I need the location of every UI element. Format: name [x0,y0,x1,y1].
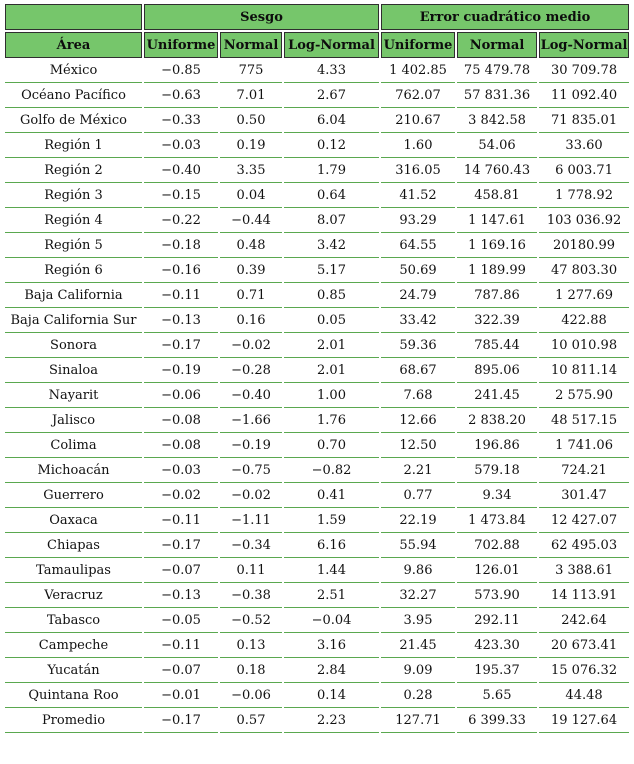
area-cell: Chiapas [5,533,142,558]
ecm-normal-cell: 14 760.43 [457,158,537,183]
table-row [5,408,629,433]
sesgo-lognormal-cell: 0.70 [284,433,379,458]
ecm-lognormal-cell: 14 113.91 [539,583,629,608]
sesgo-lognormal-cell: 4.33 [284,58,379,83]
sesgo-normal-cell: −0.34 [220,533,282,558]
ecm-uniforme-cell: 32.27 [381,583,455,608]
sesgo-lognormal-cell: −0.82 [284,458,379,483]
sesgo-lognormal-cell: 2.84 [284,658,379,683]
column-header-ecm-normal: Normal [457,32,537,58]
ecm-uniforme-cell: 22.19 [381,508,455,533]
ecm-lognormal-cell: 103 036.92 [539,208,629,233]
sesgo-lognormal-cell: 1.00 [284,383,379,408]
area-cell: Oaxaca [5,508,142,533]
area-cell: Región 5 [5,233,142,258]
ecm-lognormal-cell: 71 835.01 [539,108,629,133]
sesgo-uniforme-cell: −0.40 [144,158,218,183]
ecm-lognormal-cell: 15 076.32 [539,658,629,683]
table-row [5,683,629,708]
area-cell: Nayarit [5,383,142,408]
sesgo-normal-cell: −0.19 [220,433,282,458]
sesgo-normal-cell: 0.50 [220,108,282,133]
ecm-lognormal-cell: 12 427.07 [539,508,629,533]
table-row [5,708,629,733]
sesgo-lognormal-cell: 2.23 [284,708,379,733]
ecm-uniforme-cell: 21.45 [381,633,455,658]
ecm-uniforme-cell: 55.94 [381,533,455,558]
sesgo-uniforme-cell: −0.16 [144,258,218,283]
ecm-lognormal-cell: 20 673.41 [539,633,629,658]
ecm-uniforme-cell: 12.50 [381,433,455,458]
table-row [5,633,629,658]
ecm-normal-cell: 702.88 [457,533,537,558]
table-row [5,158,629,183]
ecm-lognormal-cell: 48 517.15 [539,408,629,433]
area-cell: Región 3 [5,183,142,208]
ecm-lognormal-cell: 422.88 [539,308,629,333]
sesgo-lognormal-cell: 8.07 [284,208,379,233]
sesgo-uniforme-cell: −0.07 [144,658,218,683]
area-cell: Sonora [5,333,142,358]
ecm-lognormal-cell: 19 127.64 [539,708,629,733]
sesgo-normal-cell: 0.18 [220,658,282,683]
ecm-lognormal-cell: 1 741.06 [539,433,629,458]
sesgo-lognormal-cell: 2.67 [284,83,379,108]
area-cell: Sinaloa [5,358,142,383]
ecm-normal-cell: 75 479.78 [457,58,537,83]
sesgo-lognormal-cell: 2.01 [284,358,379,383]
ecm-lognormal-cell: 242.64 [539,608,629,633]
sesgo-uniforme-cell: −0.06 [144,383,218,408]
ecm-normal-cell: 3 842.58 [457,108,537,133]
ecm-lognormal-cell: 10 811.14 [539,358,629,383]
column-header-ecm-uniforme: Uniforme [381,32,455,58]
area-cell: Tabasco [5,608,142,633]
sesgo-lognormal-cell: 6.16 [284,533,379,558]
ecm-normal-cell: 579.18 [457,458,537,483]
ecm-normal-cell: 895.06 [457,358,537,383]
sesgo-normal-cell: −0.40 [220,383,282,408]
ecm-normal-cell: 787.86 [457,283,537,308]
area-cell: Región 2 [5,158,142,183]
table-row [5,508,629,533]
sesgo-lognormal-cell: 1.59 [284,508,379,533]
sesgo-uniforme-cell: −0.85 [144,58,218,83]
sesgo-lognormal-cell: −0.04 [284,608,379,633]
sesgo-uniforme-cell: −0.01 [144,683,218,708]
sesgo-uniforme-cell: −0.13 [144,583,218,608]
ecm-normal-cell: 785.44 [457,333,537,358]
ecm-normal-cell: 1 147.61 [457,208,537,233]
sesgo-uniforme-cell: −0.02 [144,483,218,508]
ecm-uniforme-cell: 7.68 [381,383,455,408]
sesgo-uniforme-cell: −0.17 [144,708,218,733]
group-header-row [5,4,629,30]
column-header-row [5,32,629,58]
ecm-uniforme-cell: 0.28 [381,683,455,708]
table-row [5,658,629,683]
table-row [5,183,629,208]
sesgo-uniforme-cell: −0.03 [144,133,218,158]
area-cell: Golfo de México [5,108,142,133]
ecm-uniforme-cell: 210.67 [381,108,455,133]
area-cell: Guerrero [5,483,142,508]
sesgo-normal-cell: −0.75 [220,458,282,483]
sesgo-lognormal-cell: 0.14 [284,683,379,708]
stats-table [3,4,631,733]
ecm-lognormal-cell: 1 778.92 [539,183,629,208]
column-header-sesgo-lognormal: Log-Normal [284,32,379,58]
table-row [5,258,629,283]
ecm-lognormal-cell: 20180.99 [539,233,629,258]
sesgo-normal-cell: −1.66 [220,408,282,433]
ecm-lognormal-cell: 11 092.40 [539,83,629,108]
ecm-lognormal-cell: 33.60 [539,133,629,158]
ecm-normal-cell: 458.81 [457,183,537,208]
sesgo-lognormal-cell: 0.85 [284,283,379,308]
ecm-normal-cell: 9.34 [457,483,537,508]
sesgo-normal-cell: 0.48 [220,233,282,258]
sesgo-normal-cell: 0.16 [220,308,282,333]
sesgo-uniforme-cell: −0.11 [144,283,218,308]
sesgo-uniforme-cell: −0.22 [144,208,218,233]
sesgo-normal-cell: −0.52 [220,608,282,633]
ecm-normal-cell: 573.90 [457,583,537,608]
sesgo-uniforme-cell: −0.11 [144,508,218,533]
sesgo-normal-cell: −0.38 [220,583,282,608]
area-cell: Colima [5,433,142,458]
ecm-uniforme-cell: 12.66 [381,408,455,433]
ecm-normal-cell: 5.65 [457,683,537,708]
ecm-uniforme-cell: 24.79 [381,283,455,308]
sesgo-lognormal-cell: 0.64 [284,183,379,208]
sesgo-normal-cell: 775 [220,58,282,83]
area-cell: Jalisco [5,408,142,433]
ecm-normal-cell: 126.01 [457,558,537,583]
sesgo-lognormal-cell: 1.44 [284,558,379,583]
ecm-uniforme-cell: 1.60 [381,133,455,158]
sesgo-normal-cell: 7.01 [220,83,282,108]
ecm-uniforme-cell: 316.05 [381,158,455,183]
table-row [5,233,629,258]
ecm-uniforme-cell: 93.29 [381,208,455,233]
table-row [5,333,629,358]
table-row [5,433,629,458]
ecm-normal-cell: 195.37 [457,658,537,683]
area-cell: Veracruz [5,583,142,608]
sesgo-normal-cell: −1.11 [220,508,282,533]
ecm-normal-cell: 1 189.99 [457,258,537,283]
sesgo-normal-cell: 0.19 [220,133,282,158]
sesgo-lognormal-cell: 1.76 [284,408,379,433]
ecm-normal-cell: 241.45 [457,383,537,408]
area-cell: Promedio [5,708,142,733]
column-header-ecm-lognormal: Log-Normal [539,32,629,58]
area-cell: Océano Pacífico [5,83,142,108]
column-header-sesgo-normal: Normal [220,32,282,58]
area-cell: Quintana Roo [5,683,142,708]
sesgo-uniforme-cell: −0.07 [144,558,218,583]
sesgo-normal-cell: 0.04 [220,183,282,208]
ecm-lognormal-cell: 6 003.71 [539,158,629,183]
area-cell: Región 4 [5,208,142,233]
sesgo-lognormal-cell: 3.42 [284,233,379,258]
ecm-uniforme-cell: 50.69 [381,258,455,283]
ecm-lognormal-cell: 10 010.98 [539,333,629,358]
ecm-lognormal-cell: 724.21 [539,458,629,483]
ecm-normal-cell: 423.30 [457,633,537,658]
ecm-lognormal-cell: 62 495.03 [539,533,629,558]
sesgo-uniforme-cell: −0.08 [144,408,218,433]
ecm-uniforme-cell: 0.77 [381,483,455,508]
sesgo-lognormal-cell: 5.17 [284,258,379,283]
area-cell: Tamaulipas [5,558,142,583]
sesgo-normal-cell: 3.35 [220,158,282,183]
sesgo-normal-cell: −0.02 [220,333,282,358]
sesgo-normal-cell: −0.06 [220,683,282,708]
ecm-lognormal-cell: 47 803.30 [539,258,629,283]
sesgo-uniforme-cell: −0.63 [144,83,218,108]
ecm-lognormal-cell: 1 277.69 [539,283,629,308]
area-cell: México [5,58,142,83]
sesgo-uniforme-cell: −0.15 [144,183,218,208]
table-row [5,358,629,383]
table-row [5,383,629,408]
table-row [5,283,629,308]
area-cell: Baja California Sur [5,308,142,333]
sesgo-uniforme-cell: −0.11 [144,633,218,658]
area-cell: Región 6 [5,258,142,283]
ecm-lognormal-cell: 30 709.78 [539,58,629,83]
table-row [5,133,629,158]
area-cell: Baja California [5,283,142,308]
sesgo-uniforme-cell: −0.03 [144,458,218,483]
sesgo-normal-cell: −0.44 [220,208,282,233]
sesgo-normal-cell: 0.11 [220,558,282,583]
sesgo-normal-cell: 0.71 [220,283,282,308]
sesgo-lognormal-cell: 1.79 [284,158,379,183]
area-cell: Región 1 [5,133,142,158]
ecm-normal-cell: 196.86 [457,433,537,458]
sesgo-lognormal-cell: 0.05 [284,308,379,333]
ecm-normal-cell: 6 399.33 [457,708,537,733]
ecm-normal-cell: 322.39 [457,308,537,333]
ecm-normal-cell: 57 831.36 [457,83,537,108]
sesgo-lognormal-cell: 6.04 [284,108,379,133]
sesgo-normal-cell: 0.39 [220,258,282,283]
sesgo-uniforme-cell: −0.05 [144,608,218,633]
ecm-uniforme-cell: 3.95 [381,608,455,633]
table-row [5,208,629,233]
sesgo-normal-cell: 0.13 [220,633,282,658]
table-row [5,458,629,483]
ecm-uniforme-cell: 68.67 [381,358,455,383]
ecm-normal-cell: 54.06 [457,133,537,158]
ecm-uniforme-cell: 41.52 [381,183,455,208]
table-row [5,108,629,133]
table-row [5,58,629,83]
table-row [5,308,629,333]
table-row [5,483,629,508]
sesgo-uniforme-cell: −0.18 [144,233,218,258]
table-row [5,83,629,108]
group-header-sesgo: Sesgo [144,4,379,30]
ecm-uniforme-cell: 762.07 [381,83,455,108]
ecm-lognormal-cell: 3 388.61 [539,558,629,583]
ecm-uniforme-cell: 1 402.85 [381,58,455,83]
area-cell: Yucatán [5,658,142,683]
ecm-normal-cell: 1 169.16 [457,233,537,258]
sesgo-normal-cell: −0.28 [220,358,282,383]
ecm-uniforme-cell: 33.42 [381,308,455,333]
table-row [5,583,629,608]
table-row [5,533,629,558]
area-cell: Campeche [5,633,142,658]
column-header-area: Área [5,32,142,58]
sesgo-normal-cell: −0.02 [220,483,282,508]
ecm-uniforme-cell: 64.55 [381,233,455,258]
sesgo-uniforme-cell: −0.13 [144,308,218,333]
sesgo-lognormal-cell: 3.16 [284,633,379,658]
column-header-sesgo-uniforme: Uniforme [144,32,218,58]
sesgo-lognormal-cell: 0.41 [284,483,379,508]
ecm-uniforme-cell: 9.09 [381,658,455,683]
ecm-uniforme-cell: 2.21 [381,458,455,483]
ecm-lognormal-cell: 301.47 [539,483,629,508]
ecm-lognormal-cell: 44.48 [539,683,629,708]
area-cell: Michoacán [5,458,142,483]
ecm-uniforme-cell: 59.36 [381,333,455,358]
ecm-normal-cell: 2 838.20 [457,408,537,433]
sesgo-normal-cell: 0.57 [220,708,282,733]
table-row [5,558,629,583]
ecm-normal-cell: 1 473.84 [457,508,537,533]
sesgo-lognormal-cell: 2.01 [284,333,379,358]
sesgo-uniforme-cell: −0.08 [144,433,218,458]
ecm-uniforme-cell: 127.71 [381,708,455,733]
group-header-blank [5,4,142,30]
table-row [5,608,629,633]
group-header-ecm: Error cuadrático medio [381,4,629,30]
ecm-lognormal-cell: 2 575.90 [539,383,629,408]
sesgo-uniforme-cell: −0.33 [144,108,218,133]
ecm-normal-cell: 292.11 [457,608,537,633]
sesgo-uniforme-cell: −0.17 [144,533,218,558]
sesgo-uniforme-cell: −0.17 [144,333,218,358]
table-body [5,58,629,733]
sesgo-uniforme-cell: −0.19 [144,358,218,383]
sesgo-lognormal-cell: 2.51 [284,583,379,608]
ecm-uniforme-cell: 9.86 [381,558,455,583]
sesgo-lognormal-cell: 0.12 [284,133,379,158]
